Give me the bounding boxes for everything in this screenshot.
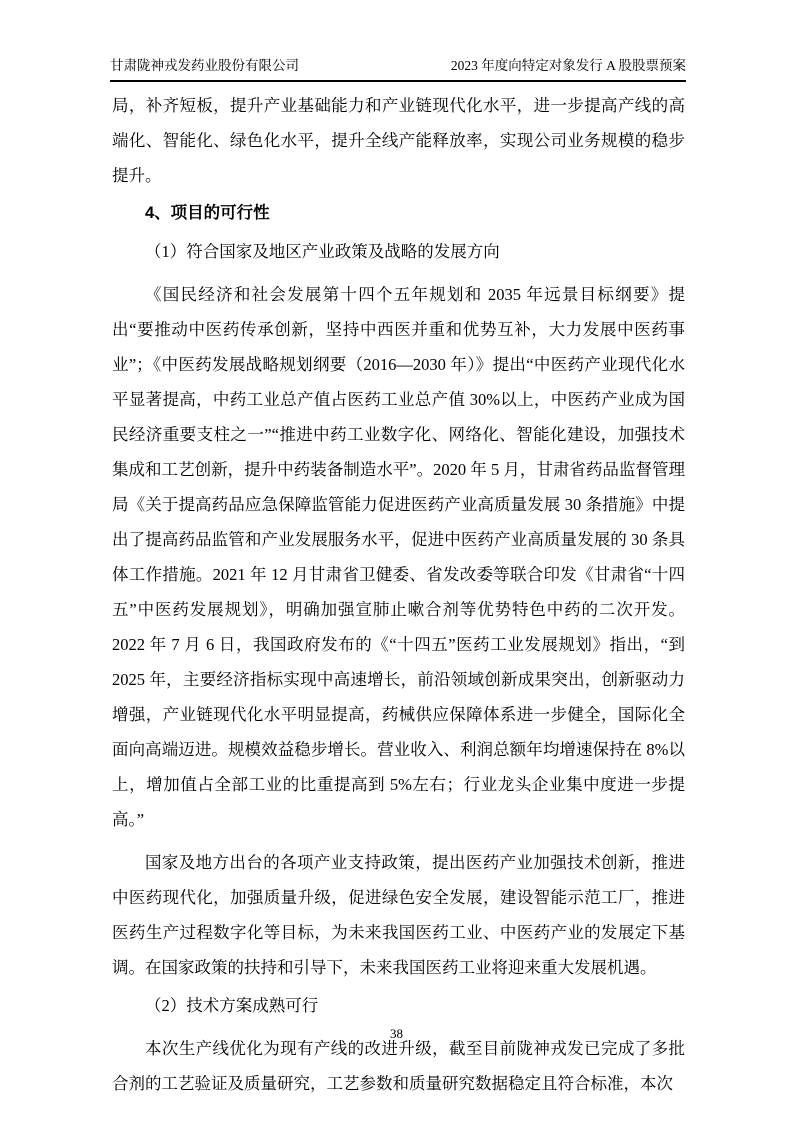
paragraph-policy-summary: 国家及地方出台的各项产业支持政策，提出医药产业加强技术创新，推进中医药现代化，加强质量升级，促进绿色安全发展，建设智能示范工厂，推进医药生产过程数字化等目标，为未来我国医药工业、中医药产业的发展定下基调。在国家政策的扶持和引导下，未来我国医药工业将迎来重大发展机遇。 [112, 853, 685, 977]
page-footer [0, 1026, 793, 1042]
document-body [112, 88, 685, 1101]
paragraph-continuation: 局，补齐短板，提升产业基础能力和产业链现代化水平，进一步提高产线的高端化、智能化、绿色化水平，提升全线产能释放率，实现公司业务规模的稳步提升。 [112, 96, 685, 185]
section-heading-feasibility: 4、项目的可行性 [145, 204, 270, 222]
page-number: 38 [390, 1026, 403, 1041]
paragraph-technical-detail: 本次生产线优化为现有产线的改进升级，截至目前陇神戎发已完成了多批合剂的工艺验证及质量研究，工艺参数和质量研究数据稳定且符合标准，本次 [112, 1039, 685, 1093]
header-company-name: 甘肃陇神戎发药业股份有限公司 [110, 58, 299, 73]
header-document-title: 2023 年度向特定对象发行 A 股股票预案 [450, 58, 686, 73]
paragraph-policy-detail: 《国民经济和社会发展第十四个五年规划和 2035 年远景目标纲要》提出“要推动中医药传承创新，坚持中西医并重和优势互补，大力发展中医药事业”；《中医药发展战略规划纲要（2016—2030 年）》提出“中医药产业现代化水平显著提高，中药工业总产值占医药工业总产值 30%以上，中医药产业成为国民经济重要支柱之一”“推进中药工业数字化、网络化、智能化建设，加强技术集成和工艺创新，提升中药装备制造水平”。2020 年 5 月，甘肃省药品监督管理局《关于提高药品应急保障监管能力促进医药产业高质量发展 30 条措施》中提出了提高药品监管和产业发展服务水平，促进中医药产业高质量发展的 30 条具体工作措施。2021 年 12 月甘肃省卫健委、省发改委等联合印发《甘肃省“十四五”中医药发展规划》，明确加强宣肺止嗽合剂等优势特色中药的二次开发。2022 年 7 月 6 日，我国政府发布的《“十四五”医药工业发展规划》指出，“到 2025 年，主要经济指标实现中高速增长，前沿领域创新成果突出，创新驱动力增强，产业链现代化水平明显提高，药械供应保障体系进一步健全，国际化全面向高端迈进。规模效益稳步增长。营业收入、利润总额年均增速保持在 8%以上，增加值占全部工业的比重提高到 5%左右；行业龙头企业集中度进一步提高。” [112, 285, 685, 829]
subsection-heading-policy-alignment: （1）符合国家及地区产业政策及战略的发展方向 [145, 242, 500, 261]
subsection-heading-technical-feasibility: （2）技术方案成熟可行 [145, 996, 319, 1015]
page-header [110, 58, 686, 82]
